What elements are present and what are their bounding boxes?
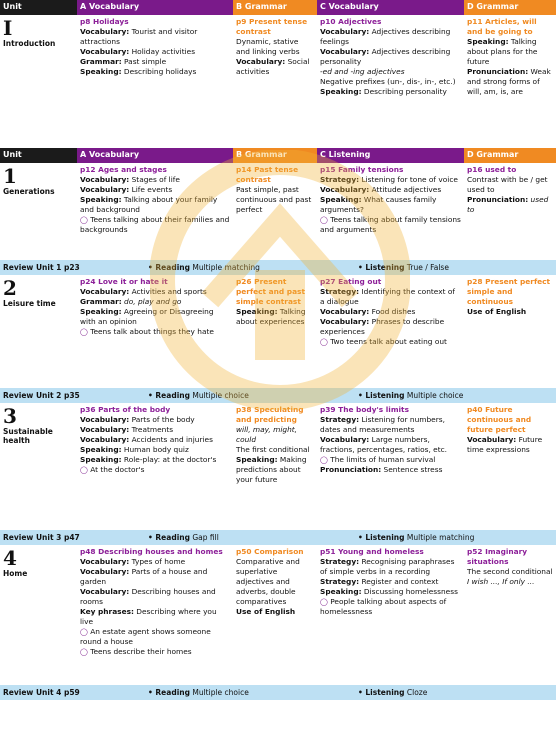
text: Accidents and injuries (129, 435, 213, 444)
text: Talking about your family and background (80, 195, 218, 214)
cell-c (317, 15, 464, 148)
unit-cell (0, 163, 77, 260)
headphones-icon: ◯ (80, 648, 88, 656)
text: Treatments (129, 425, 174, 434)
label: Vocabulary: (80, 435, 130, 444)
lesson-title: p24 Love it or hate it (80, 277, 168, 286)
text: The second conditional (467, 567, 553, 576)
label: Pronunciation: (467, 195, 529, 204)
text: Gap fill (189, 533, 219, 542)
label: Speaking: (320, 587, 362, 596)
text: used to (467, 195, 549, 214)
unit-row (0, 275, 556, 388)
label: Reading (155, 391, 190, 400)
text: Adjectives describing personality (320, 47, 451, 66)
unit-cell (0, 275, 77, 388)
text: Teens describe their homes (90, 647, 192, 656)
text: True / False (404, 263, 449, 272)
text: Phrases to describe experiences (320, 317, 445, 336)
text: Types of home (129, 557, 186, 566)
review-title: Review Unit 3 p47 (3, 533, 80, 542)
label: Vocabulary: (80, 415, 130, 424)
cell-c (317, 275, 464, 388)
text: Attitude adjectives (369, 185, 442, 194)
headphones-icon: ◯ (320, 338, 328, 346)
text: Recognising paraphrases of simple verbs in a recording (320, 557, 455, 576)
review-reading: • Reading Multiple matching (148, 263, 260, 272)
label: Listening (365, 688, 405, 697)
cell-d (464, 163, 556, 260)
unit-number: 3 (3, 404, 17, 428)
text: People talking about aspects of homelessness (320, 597, 447, 616)
label: Vocabulary: (236, 57, 286, 66)
text: What causes family arguments? (320, 195, 437, 214)
label: Speaking: (236, 455, 278, 464)
text: Listening for numbers, dates and measurements (320, 415, 445, 434)
label: Strategy: (320, 415, 360, 424)
text: Social activities (236, 57, 310, 76)
label: Vocabulary: (320, 317, 370, 326)
label: Speaking: (80, 455, 122, 464)
text: Teens talking about their families and backgrounds (80, 215, 230, 234)
lesson-title: p27 Eating out (320, 277, 382, 286)
text: Sentence stress (381, 465, 443, 474)
text: The limits of human survival (330, 455, 436, 464)
label: Use of English (467, 307, 527, 316)
label: Vocabulary: (320, 47, 370, 56)
unit-number: 4 (3, 546, 17, 570)
lesson-title: p12 Ages and stages (80, 165, 167, 174)
label: Strategy: (320, 175, 360, 184)
lesson-title: p28 Present perfect simple and continuous (467, 277, 551, 306)
unit-name: Sustainable health (3, 427, 53, 445)
headphones-icon: ◯ (80, 466, 88, 474)
cell-b (233, 275, 317, 388)
label: Key phrases: (80, 607, 134, 616)
text: Discussing homelessness (361, 587, 458, 596)
text: Listening for tone of voice (359, 175, 458, 184)
unit-row (0, 163, 556, 260)
cell-b (233, 403, 317, 530)
headphones-icon: ◯ (80, 216, 88, 224)
cell-c (317, 403, 464, 530)
text: will, may, might, could (236, 425, 298, 444)
text: Adjectives describing feelings (320, 27, 451, 46)
text: do, play and go (121, 297, 182, 306)
text: Parts of a house and garden (80, 567, 208, 586)
cell-c (317, 545, 464, 685)
label: Vocabulary: (80, 567, 130, 576)
text: I wish ..., If only ... (467, 577, 535, 586)
text: Dynamic, stative and linking verbs (236, 37, 300, 56)
text: Two teens talk about eating out (330, 337, 447, 346)
label: Speaking: (467, 37, 509, 46)
label: Vocabulary: (80, 287, 130, 296)
cell-a (77, 545, 233, 685)
label: Reading (155, 533, 190, 542)
cell-d (464, 403, 556, 530)
label: Vocabulary: (80, 175, 130, 184)
text: Making predictions about your future (236, 455, 307, 484)
text: Past simple (121, 57, 167, 66)
label: Listening (365, 263, 405, 272)
review-bar (0, 530, 556, 545)
header-vocabulary: A Vocabulary (77, 148, 233, 163)
label: Speaking: (80, 445, 122, 454)
text: Multiple choice (404, 391, 464, 400)
text: An estate agent shows someone round a house (80, 627, 211, 646)
lesson-title: p11 Articles, will and be going to (467, 17, 537, 36)
label: Speaking: (80, 307, 122, 316)
lesson-title: p51 Young and homeless (320, 547, 424, 556)
review-listening: • Listening Multiple matching (358, 533, 475, 542)
text: The first conditional (236, 445, 310, 454)
header-row (0, 148, 556, 163)
lesson-title: p50 Comparison (236, 547, 304, 556)
text: Multiple matching (404, 533, 475, 542)
text: Talking about experiences (236, 307, 306, 326)
lesson-title: p36 Parts of the body (80, 405, 171, 414)
text: Talking about plans for the future (467, 37, 538, 66)
label: Pronunciation: (467, 67, 529, 76)
label: Vocabulary: (80, 47, 130, 56)
unit-cell (0, 545, 77, 685)
lesson-title: p38 Speculating and predicting (236, 405, 304, 424)
unit-cell (0, 15, 77, 148)
text: Multiple choice (189, 688, 249, 697)
header-unit: Unit (0, 0, 77, 15)
label: Grammar: (80, 297, 122, 306)
unit-name: Generations (3, 187, 55, 196)
lesson-title: p26 Present perfect and past simple contrast (236, 277, 305, 306)
text: -ed and -ing adjectives (320, 67, 405, 76)
text: Weak and strong forms of will, am, is, are (467, 67, 551, 96)
text: Role-play: at the doctor's (121, 455, 217, 464)
text: At the doctor's (90, 465, 145, 474)
cell-a (77, 403, 233, 530)
unit-name: Home (3, 569, 28, 578)
text: Tourist and visitor attractions (80, 27, 198, 46)
unit-row (0, 403, 556, 530)
header-grammar: B Grammar (233, 148, 317, 163)
label: Speaking: (80, 195, 122, 204)
unit-row (0, 545, 556, 685)
label: Vocabulary: (80, 557, 130, 566)
lesson-title: p10 Adjectives (320, 17, 382, 26)
label: Speaking: (236, 307, 278, 316)
unit-name: Leisure time (3, 299, 56, 308)
text: Large numbers, fractions, percentages, ratios, etc. (320, 435, 448, 454)
label: Reading (155, 263, 190, 272)
review-bar (0, 685, 556, 700)
unit-cell (0, 403, 77, 530)
text: Describing holidays (121, 67, 197, 76)
cell-d (464, 545, 556, 685)
text: Holiday activities (129, 47, 196, 56)
review-title: Review Unit 4 p59 (3, 688, 80, 697)
text: Human body quiz (121, 445, 189, 454)
headphones-icon: ◯ (320, 598, 328, 606)
text: Comparative and superlative adjectives and adverbs, double comparatives (236, 557, 300, 606)
headphones-icon: ◯ (80, 628, 88, 636)
text: Life events (129, 185, 173, 194)
unit-number: I (3, 16, 13, 40)
review-listening: • Listening True / False (358, 263, 449, 272)
label: Strategy: (320, 557, 360, 566)
text: Stages of life (129, 175, 180, 184)
text: Teens talking about family tensions and arguments (320, 215, 461, 234)
review-reading: • Reading Multiple choice (148, 688, 249, 697)
lesson-title: p40 Future continuous and future perfect (467, 405, 532, 434)
review-bar (0, 260, 556, 275)
label: Speaking: (320, 195, 362, 204)
text: Activities and sports (129, 287, 207, 296)
header-grammar-d: D Grammar (464, 148, 556, 163)
text: Describing where you live (80, 607, 217, 626)
unit-number: 2 (3, 276, 17, 300)
headphones-icon: ◯ (80, 328, 88, 336)
lesson-title: p52 Imaginary situations (467, 547, 528, 566)
review-title: Review Unit 2 p35 (3, 391, 80, 400)
label: Use of English (236, 607, 296, 616)
text: Food dishes (369, 307, 416, 316)
label: Vocabulary: (80, 425, 130, 434)
text: Multiple matching (189, 263, 260, 272)
label: Vocabulary: (320, 27, 370, 36)
text: Contrast with be / get used to (467, 175, 548, 194)
label: Strategy: (320, 287, 360, 296)
cell-d (464, 15, 556, 148)
lesson-title: p16 used to (467, 165, 517, 174)
lesson-title: p39 The body's limits (320, 405, 409, 414)
review-reading: • Reading Gap fill (148, 533, 219, 542)
review-title: Review Unit 1 p23 (3, 263, 80, 272)
text: Future time expressions (467, 435, 543, 454)
lesson-title: p15 Family tensions (320, 165, 404, 174)
cell-b (233, 163, 317, 260)
text: Teens talk about things they hate (90, 327, 214, 336)
label: Listening (365, 533, 405, 542)
label: Vocabulary: (80, 27, 130, 36)
header-listening: C Listening (317, 148, 464, 163)
label: Listening (365, 391, 405, 400)
label: Vocabulary: (80, 185, 130, 194)
text: Parts of the body (129, 415, 195, 424)
text: Negative prefixes (un-, dis-, in-, etc.) (320, 77, 456, 86)
header-vocabulary: A Vocabulary (77, 0, 233, 15)
cell-d (464, 275, 556, 388)
label: Speaking: (80, 67, 122, 76)
cell-b (233, 15, 317, 148)
header-grammar-d: D Grammar (464, 0, 556, 15)
cell-a (77, 15, 233, 148)
text: Multiple choice (189, 391, 249, 400)
lesson-title: p48 Describing houses and homes (80, 547, 223, 556)
cell-c (317, 163, 464, 260)
header-vocabulary-c: C Vocabulary (317, 0, 464, 15)
label: Speaking: (320, 87, 362, 96)
review-listening: • Listening Cloze (358, 688, 428, 697)
label: Vocabulary: (467, 435, 517, 444)
label: Vocabulary: (320, 435, 370, 444)
text: Describing houses and rooms (80, 587, 216, 606)
headphones-icon: ◯ (320, 216, 328, 224)
cell-a (77, 163, 233, 260)
text: Identifying the context of a dialogue (320, 287, 455, 306)
text: Cloze (404, 688, 428, 697)
label: Vocabulary: (320, 185, 370, 194)
review-bar (0, 388, 556, 403)
text: Past simple, past continuous and past perfect (236, 185, 312, 214)
lesson-title: p8 Holidays (80, 17, 129, 26)
text: Register and context (359, 577, 439, 586)
cell-b (233, 545, 317, 685)
unit-row (0, 15, 556, 148)
header-unit: Unit (0, 148, 77, 163)
unit-number: 1 (3, 164, 17, 188)
review-listening: • Listening Multiple choice (358, 391, 464, 400)
label: Reading (155, 688, 190, 697)
text: Describing personality (361, 87, 447, 96)
label: Pronunciation: (320, 465, 382, 474)
cell-a (77, 275, 233, 388)
label: Strategy: (320, 577, 360, 586)
header-grammar: B Grammar (233, 0, 317, 15)
label: Vocabulary: (80, 587, 130, 596)
headphones-icon: ◯ (320, 456, 328, 464)
lesson-title: p9 Present tense contrast (236, 17, 308, 36)
label: Vocabulary: (320, 307, 370, 316)
text: Agreeing or Disagreeing with an opinion (80, 307, 214, 326)
label: Grammar: (80, 57, 122, 66)
lesson-title: p14 Past tense contrast (236, 165, 299, 184)
unit-name: Introduction (3, 39, 56, 48)
review-reading: • Reading Multiple choice (148, 391, 249, 400)
header-row (0, 0, 556, 15)
